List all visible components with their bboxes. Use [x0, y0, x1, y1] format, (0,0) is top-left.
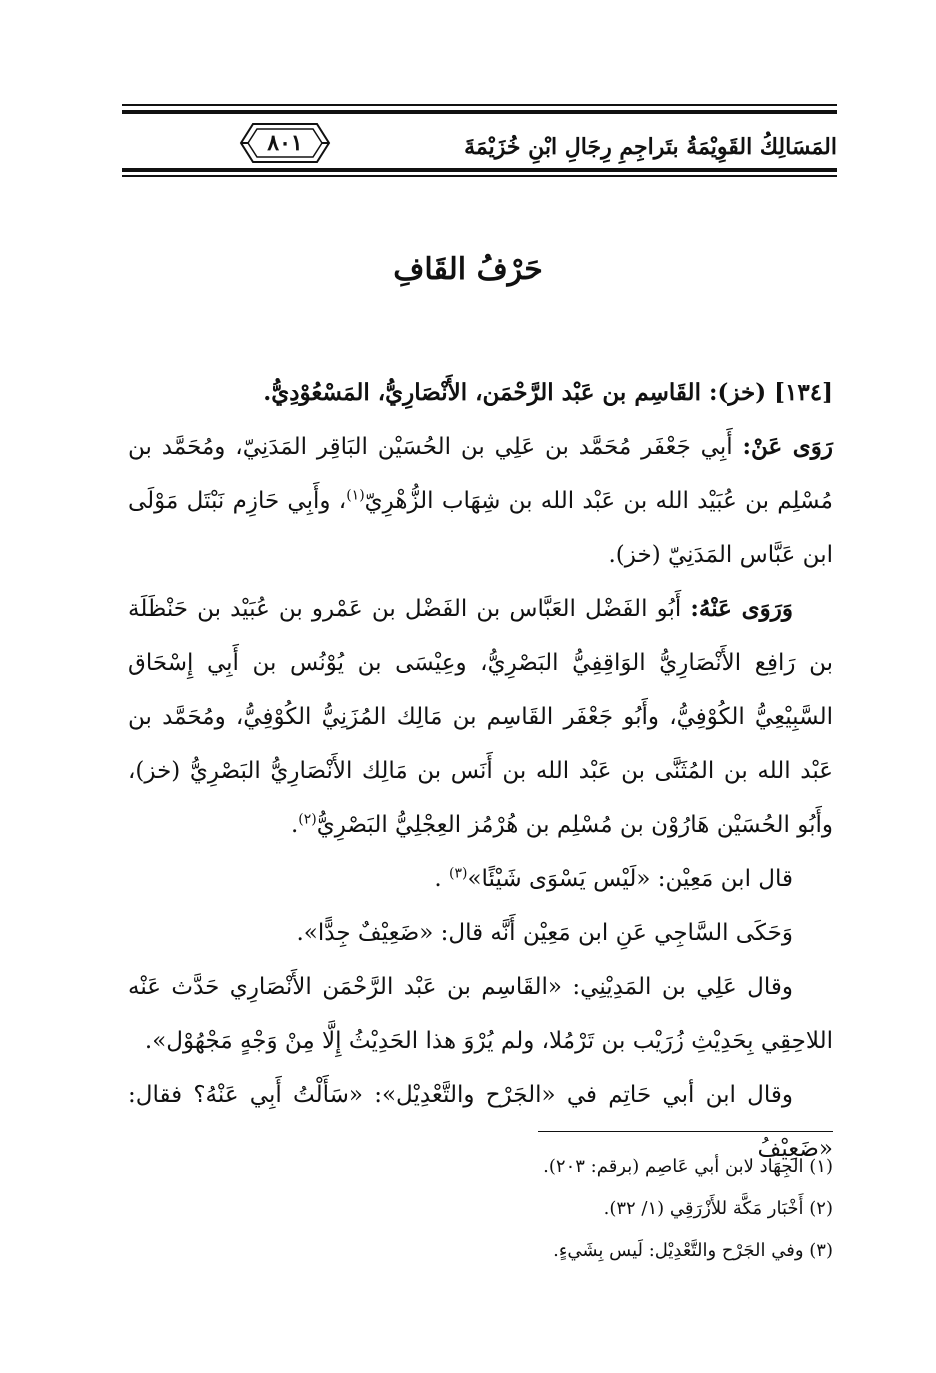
footnote-separator — [538, 1131, 833, 1132]
section-title: حَرْفُ القَافِ — [393, 252, 543, 287]
narrated-from-paragraph — [128, 420, 833, 582]
header-rule-bottom-thin — [122, 175, 837, 177]
header-rule-top-thick — [122, 110, 837, 114]
page-header — [122, 104, 837, 184]
narrated-by-text-2: . — [290, 812, 299, 838]
quote-ibn-main-text-2: . — [434, 866, 449, 892]
footnote-2: (٢) أَخْبَار مَكَّة للأَزْرَقِي (١/ ٣٢). — [603, 1198, 833, 1219]
entry-heading — [128, 366, 833, 420]
page-number-badge — [239, 120, 331, 166]
quote-saji: وَحَكَى السَّاجِي عَنِ ابن مَعِيْن أَنَّه قال: «ضَعِيْفٌ جِدًّا». — [296, 920, 793, 946]
header-rule-top-thin — [122, 104, 837, 106]
quote-ibn-main — [128, 852, 833, 906]
page-number: ٨٠١ — [267, 130, 303, 156]
narrated-from-lead: رَوَى عَنْ: — [742, 433, 833, 460]
footnote-1: (١) الجِهَاد لابن أبي عَاصِم (برقم: ٢٠٣). — [543, 1156, 833, 1177]
narrated-from-text-2: ، وأَبِي حَازِم نَبْتَل مَوْلَى ابن عَبَّاس المَدَنِيّ (خز). — [128, 488, 833, 568]
narrated-from-text-1: أَبِي جَعْفَر مُحَمَّد بن عَلِي بن الحُسَيْن البَاقِر المَدَنِيّ، ومُحَمَّد بن مُسْلِم بن عُبَيْد الله بن عَبْد الله بن شِهَاب الزُّهْرِيّ — [128, 434, 834, 514]
narrated-by-lead: وَرَوَى عَنْهُ: — [690, 595, 793, 622]
entry-number: [١٣٤] — [774, 379, 833, 406]
header-rule-bottom-thick — [122, 168, 837, 172]
footnote-ref-2: (٢) — [298, 811, 317, 828]
page-body — [128, 366, 833, 1176]
footnotes — [400, 1146, 833, 1272]
quote-hatim: وقال ابن أبي حَاتِم في «الجَرْح والتَّعْدِيْل»: «سَأَلْتُ أَبِي عَنْهُ؟ فقال: «ضَعِيْفُ — [128, 1082, 833, 1162]
entry-name: (خز): القَاسِم بن عَبْد الرَّحْمَن، الأَنْصَارِيُّ، المَسْعُوْدِيُّ. — [263, 379, 767, 406]
narrated-by-paragraph — [128, 582, 833, 852]
footnote-3: (٣) وفي الجَرْح والتَّعْدِيْل: لَيس بِشَيءٍ. — [553, 1240, 833, 1261]
quote-ibn-main-text-1: قال ابن مَعِيْن: «لَيْس يَسْوَى شَيْئًا» — [467, 866, 793, 892]
quote-madini: وقال عَلِي بن المَدِيْنِي: «القَاسِم بن عَبْد الرَّحْمَن الأَنْصَارِي حَدَّث عَنْه اللاحِقِي بِحَدِيْثِ زُرَيْب بن تَرْمُلا، ولم يُرْوَ هذا الحَدِيْثُ إِلَّا مِنْ وَجْهٍ مَجْهُوْل». — [128, 974, 833, 1054]
running-title: المَسَالِكُ القَوِيْمَةُ بتَراجِمِ رِجَالِ ابْنِ خُزَيْمَةَ — [464, 134, 837, 160]
footnote-ref-3: (٣) — [448, 865, 468, 882]
footnote-ref-1: (١) — [346, 487, 365, 504]
narrated-by-text-1: أَبُو الفَضْل العَبَّاس بن الفَضْل بن عَمْرو بن عُبَيْد بن حَنْظَلَة بن رَافِع الأَنْصَارِيُّ الوَاقِفِيُّ البَصْرِيُّ، وعِيْسَى بن يُوْنُس بن أَبِي إِسْحَاق السَّبِيْعِيُّ الكُوْفِيُّ، وأَبُو جَعْفَر القَاسِم بن مَالِك المُزَنِيُّ الكُوْفِيُّ، ومُحَمَّد بن عَبْد الله بن المُثَنَّى بن عَبْد الله بن أَنَس بن مَالِك الأَنْصَارِيُّ البَصْرِيُّ (خز)، وأَبُو الحُسَيْن هَارُوْن بن مُسْلِم بن هُرْمُز العِجْلِيُّ البَصْرِيُّ — [128, 596, 833, 838]
